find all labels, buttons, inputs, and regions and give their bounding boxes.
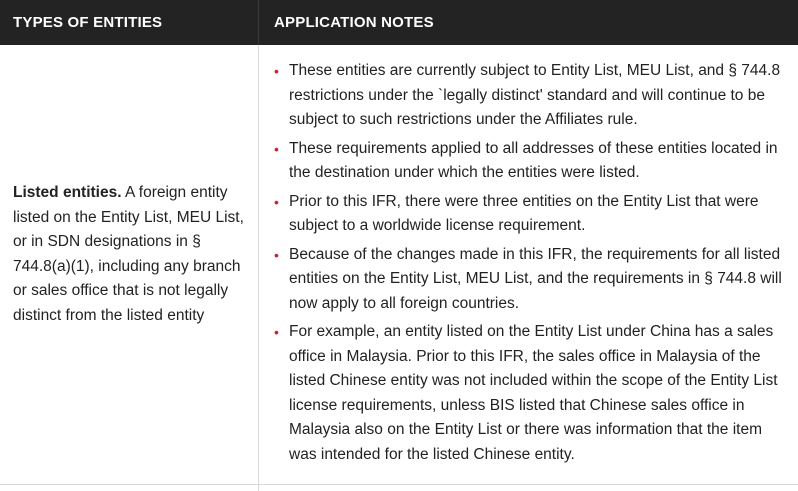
note-text: Prior to this IFR, there were three entities on the Entity List that were subject to a worldwide license requirement. [289,192,759,234]
entity-type-cell [13,181,249,328]
note-text: These requirements applied to all addresses of these entities located in the destination under which the entities were listed. [289,139,778,181]
bullet-icon: • [274,246,279,263]
note-text: These entities are currently subject to Entity List, MEU List, and § 744.8 restrictions under the `legally distinct' standard and will continue to be subject to such restrictions under the Affiliates rule. [289,62,781,128]
list-item [273,190,788,239]
application-notes-list [273,59,788,471]
header-application-notes: APPLICATION NOTES [258,0,798,45]
bullet-icon: • [274,193,279,210]
note-text: For example, an entity listed on the Entity List under China has a sales office in Malaysia. Prior to this IFR, the sales office in Malaysia of the listed Chinese entity was not included within the scope of the Entity List license requirements, unless BIS listed that Chinese sales office in Malaysia also on the Entity List or there was information that the item was intended for the listed Chinese entity. [289,323,778,463]
entity-type-title: Listed entities. [13,184,122,201]
list-item [273,59,788,133]
entity-type-description: A foreign entity listed on the Entity List, MEU List, or in SDN designations in § 744.8(a)(1), including any branch or sales office that is not legally distinct from the listed entity [13,184,244,324]
table-header [0,0,798,45]
bullet-icon: • [274,63,279,79]
list-item [273,320,788,467]
column-divider [258,45,259,491]
list-item [273,243,788,317]
bullet-icon: • [274,324,279,340]
bullet-icon: • [274,140,279,157]
note-text: Because of the changes made in this IFR, the requirements for all listed entities on the Entity List, MEU List, and the requirements in § 744.8 will now apply to all foreign countries. [289,245,782,312]
row-bottom-border [0,484,798,485]
list-item [273,137,788,186]
header-types-of-entities: TYPES OF ENTITIES [13,14,163,31]
